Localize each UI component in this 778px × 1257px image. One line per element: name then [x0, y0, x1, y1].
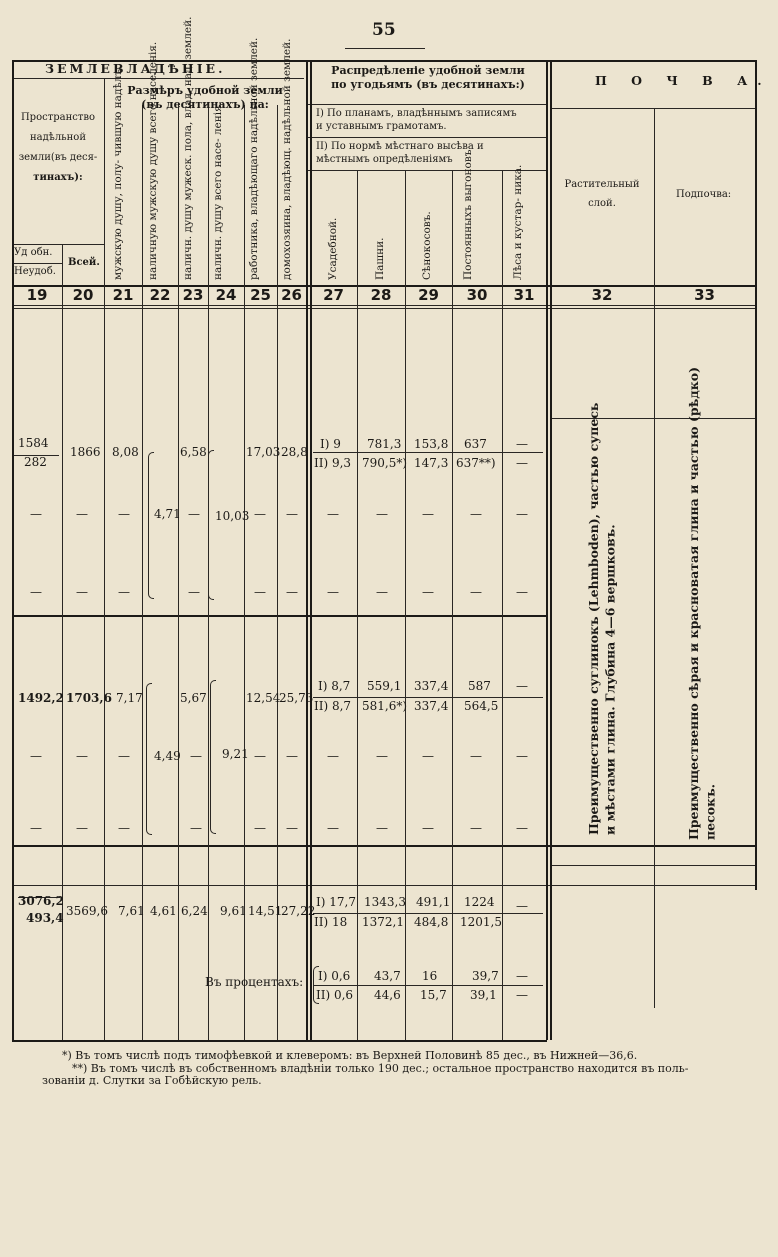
column-number: 22 — [149, 286, 171, 304]
dash: — — [422, 821, 434, 835]
b3-row2-c29: 484,8 — [414, 915, 449, 929]
footnote-2: **) Въ томъ числѣ въ собственномъ владѣніи только 190 дес.; остальное пространство находится въ поль- — [72, 1061, 689, 1075]
b1-row1-c29: 153,8 — [414, 437, 449, 451]
column-number: 33 — [694, 286, 715, 304]
b3-c25: 14,51 — [248, 904, 283, 918]
b1-c24: 10,03 — [215, 509, 250, 523]
b2-row2-c30: 564,5 — [464, 699, 499, 713]
b1-row2-c30: 637**) — [456, 456, 496, 470]
b2-c23: 5,67 — [180, 691, 207, 705]
land-ownership-heading: ЗЕМЛЕВЛАДѢНІЕ. — [45, 61, 226, 76]
top-soil-text — [586, 402, 619, 835]
b1-row2-c28: 790,5*) — [362, 456, 408, 470]
b1-row2-label: II) 9,3 — [314, 456, 352, 470]
column-number: 25 — [250, 286, 271, 304]
column-number: 30 — [466, 286, 488, 304]
b2-c24: 9,21 — [222, 747, 249, 761]
b1-row1-c28: 781,3 — [367, 437, 402, 451]
column-number: 28 — [370, 286, 392, 304]
column-number: 23 — [182, 286, 204, 304]
dash: — — [254, 749, 266, 763]
dash: — — [76, 821, 88, 835]
column-number: 20 — [72, 286, 94, 304]
b3-c21: 7,61 — [118, 904, 145, 918]
b3-pct1-c29: 16 — [422, 969, 438, 983]
dash: — — [286, 507, 298, 521]
distribution-line: Распредѣленіе удобной земли — [331, 64, 525, 77]
dash: — — [30, 821, 42, 835]
b1-total: 1866 — [70, 445, 101, 459]
dash: — — [76, 585, 88, 599]
col24-header: наличн. душу всего насе- ленія. — [212, 101, 224, 280]
b3-pct1-label: I) 0,6 — [318, 969, 351, 983]
b3-pct2-c30: 39,1 — [470, 988, 497, 1002]
col27-header: Усадебной. — [327, 217, 339, 280]
col31-header: Лѣса и кустар- никa. — [512, 164, 524, 280]
by-norm-header — [316, 141, 546, 166]
b3-c22: 4,61 — [150, 904, 177, 918]
dash: — — [118, 821, 130, 835]
subsoil-line: песокъ. — [702, 783, 718, 840]
b1-c22b: 4,71 — [154, 507, 181, 521]
allotment-area-line: Пространство — [20, 112, 96, 123]
dash: — — [376, 585, 388, 599]
useful-header: Уд обн. — [14, 247, 53, 258]
by-norm-line: мѣстнымъ опредѣленіямъ — [316, 153, 453, 165]
dash: — — [516, 821, 528, 835]
size-useful-line: (въ десятинахъ) на: — [141, 98, 269, 112]
dash: — — [470, 585, 482, 599]
dash: — — [516, 585, 528, 599]
b2-row2-c28: 581,6*) — [362, 699, 408, 713]
b2-row1-c30: 587 — [468, 679, 491, 693]
brace — [148, 452, 154, 599]
allotment-area-header — [13, 108, 103, 188]
col26-header: домохозяина, владѣющ. надѣльной землей. — [281, 38, 293, 280]
dash: — — [190, 821, 202, 835]
b3-row1-c30: 1224 — [464, 895, 495, 909]
b3-pct2-label: II) 0,6 — [316, 988, 354, 1002]
b3-pct1-c28: 43,7 — [374, 969, 401, 983]
b2-row1-c31: — — [516, 679, 528, 693]
dash: — — [327, 821, 339, 835]
b1-c25: 17,03 — [246, 445, 281, 459]
by-plans-line: I) По планамъ, владѣннымъ записямъ — [316, 108, 517, 119]
column-number: 32 — [591, 286, 613, 304]
b3-row2-label: II) 18 — [314, 915, 348, 929]
dash: — — [118, 749, 130, 763]
by-plans-header — [316, 108, 546, 133]
subsoil-text — [686, 367, 719, 840]
col28-header: Пашни. — [374, 237, 386, 280]
dash: — — [470, 749, 482, 763]
distribution-header — [312, 64, 544, 92]
dash: — — [422, 749, 434, 763]
b1-unuseful: 282 — [24, 455, 47, 469]
dash: — — [188, 507, 200, 521]
dash: — — [118, 585, 130, 599]
total-header: Всей. — [68, 257, 100, 268]
top-soil-header: Растительный слой. — [564, 179, 640, 209]
dash: — — [376, 749, 388, 763]
footnote-1: *) Въ томъ числѣ подъ тимофѣевкой и клеверомъ: въ Верхней Половинѣ 85 дес., въ Нижней—36,6. — [62, 1049, 638, 1062]
dash: — — [516, 749, 528, 763]
b2-c21: 7,17 — [116, 691, 143, 705]
dash: — — [254, 821, 266, 835]
column-number: 31 — [513, 286, 535, 304]
b3-pct1-c30: 39,7 — [472, 969, 499, 983]
soil-heading: П О Ч В А. — [595, 73, 772, 88]
b1-c23: 6,58 — [180, 445, 207, 459]
footnotes — [42, 1049, 752, 1088]
b3-total: 3569,6 — [66, 904, 108, 918]
top-soil-line: и мѣстами глина. Глубина 4—6 вершковъ. — [602, 524, 618, 835]
brace — [210, 680, 216, 834]
size-useful-line: Размѣръ удобной земли — [127, 84, 283, 97]
b3-pct2-c29: 15,7 — [420, 988, 447, 1002]
b1-row2-c29: 147,3 — [414, 456, 449, 470]
dash: — — [286, 585, 298, 599]
b1-row1-c31: — — [516, 437, 528, 451]
b3-unuseful: 493,4 — [26, 911, 64, 925]
dash: — — [376, 507, 388, 521]
dash: — — [470, 821, 482, 835]
b3-pct2-c28: 44,6 — [374, 988, 401, 1002]
by-norm-line: II) По нормѣ мѣстнаго высѣва и — [316, 141, 484, 152]
b1-row2-c31: — — [516, 456, 528, 470]
dash: — — [422, 507, 434, 521]
dash: — — [327, 507, 339, 521]
column-number: 26 — [281, 286, 302, 304]
b3-c24: 9,61 — [220, 904, 247, 918]
subsoil-header: Подпочва: — [676, 189, 732, 200]
b2-useful: 1492,2 — [18, 691, 64, 705]
dash: — — [286, 821, 298, 835]
size-useful-header — [106, 84, 304, 113]
b3-c26: 27,22 — [281, 904, 316, 918]
allotment-area-line: надѣльной — [30, 132, 86, 143]
b3-pct2-c31: — — [516, 988, 528, 1002]
dash: — — [188, 585, 200, 599]
b2-total: 1703,6 — [66, 691, 112, 705]
col23-header: наличн. душу мужеск. пола, влад. над. землей. — [182, 16, 194, 280]
b3-pct1-c31: — — [516, 969, 528, 983]
brace — [146, 683, 152, 835]
b3-row2-c30: 1201,5 — [460, 915, 502, 929]
b3-row1-c28: 1343,3 — [364, 895, 406, 909]
b3-row1-c29: 491,1 — [416, 895, 451, 909]
dash: — — [254, 585, 266, 599]
dash: — — [516, 507, 528, 521]
dash: — — [118, 507, 130, 521]
allotment-area-line: земли(въ деся- — [18, 152, 98, 163]
top-soil-line: Преимущественно суглинокъ (Lehmboden), частью супесь — [586, 402, 601, 835]
b2-c26: 25,73 — [279, 691, 314, 705]
dash: — — [327, 585, 339, 599]
dash: — — [254, 507, 266, 521]
brace — [313, 966, 319, 1004]
b3-row1-label: I) 17,7 — [316, 895, 356, 909]
distribution-line: по угодьямъ (въ десятинахъ:) — [331, 77, 525, 91]
dash: — — [470, 507, 482, 521]
column-number: 19 — [26, 286, 48, 304]
b1-useful: 1584 — [18, 436, 49, 450]
b2-row1-c29: 337,4 — [414, 679, 449, 693]
column-number: 24 — [215, 286, 237, 304]
column-number: 21 — [112, 286, 134, 304]
unuseful-header: Неудоб. — [14, 266, 56, 277]
dash: — — [30, 585, 42, 599]
b2-c25: 12,54 — [246, 691, 281, 705]
column-number: 27 — [323, 286, 344, 304]
b1-c21: 8,08 — [112, 445, 139, 459]
brace — [208, 450, 214, 600]
b3-c23: 6,24 — [181, 904, 208, 918]
page-number-rule — [345, 48, 425, 49]
b3-row2-c28: 1372,1 — [362, 915, 404, 929]
b3-useful: 3076,2 — [18, 894, 64, 908]
b2-row2-c29: 337,4 — [414, 699, 449, 713]
by-plans-line: и уставнымъ грамотамъ. — [316, 120, 447, 132]
dash: — — [30, 507, 42, 521]
dash: — — [286, 749, 298, 763]
percent-label: Въ процентахъ: — [205, 975, 304, 989]
dash: — — [327, 749, 339, 763]
page-number: 55 — [372, 20, 396, 40]
col22-header: наличную мужскую душу всего населенія. — [147, 41, 159, 280]
dash: — — [76, 749, 88, 763]
col21-header: мужскую душу, полу- чившую надѣлъ. — [112, 65, 124, 280]
dash: — — [30, 749, 42, 763]
col25-header: работника, владѣющаго надѣльной землей. — [248, 37, 260, 280]
b2-row1-c28: 559,1 — [367, 679, 402, 693]
b3-row1-c31: — — [516, 899, 528, 913]
dash: — — [376, 821, 388, 835]
b1-row1-c30: 637 — [464, 437, 487, 451]
dash: — — [190, 749, 202, 763]
b1-row1-label: I) 9 — [320, 437, 341, 451]
footnote-3: зованіи д. Слутки за Гобѣйскую рель. — [42, 1074, 262, 1088]
subsoil-line: Преимущественно сѣрая и красноватая глина и частью (рѣдко) — [686, 367, 701, 840]
dash: — — [76, 507, 88, 521]
column-number: 29 — [418, 286, 439, 304]
b2-c22b: 4,49 — [154, 749, 181, 763]
b2-row1-label: I) 8,7 — [318, 679, 351, 693]
allotment-area-line: тинахъ): — [33, 172, 83, 183]
dash: — — [422, 585, 434, 599]
col29-header: Сѣнокосовъ. — [421, 211, 433, 280]
b2-row2-label: II) 8,7 — [314, 699, 352, 713]
col30-header: Постоянныхъ выгоновъ — [462, 149, 474, 280]
b1-c26: 28,8 — [281, 445, 308, 459]
